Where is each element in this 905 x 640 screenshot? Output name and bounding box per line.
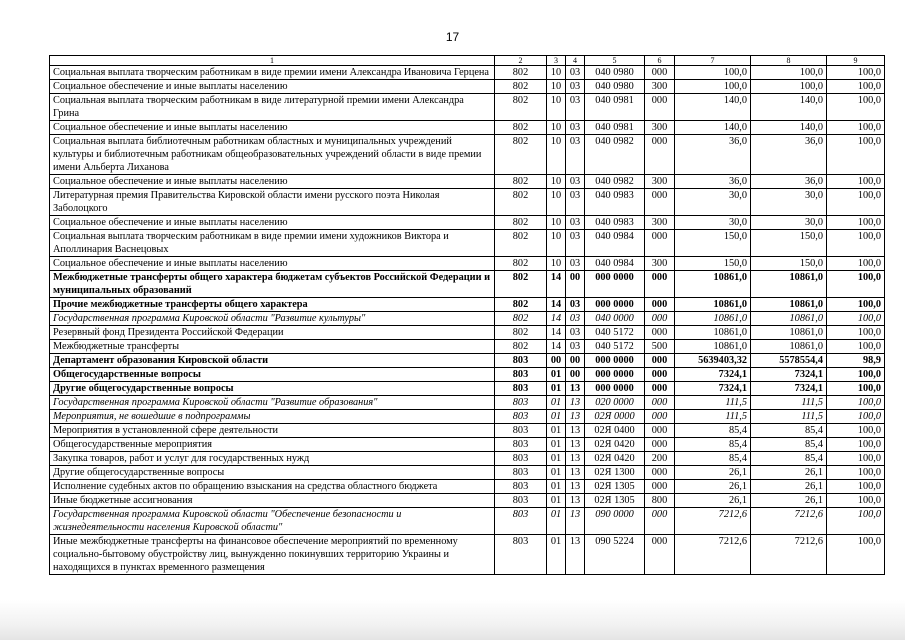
execution-percent: 100,0: [827, 340, 885, 354]
expense-type-code: 000: [645, 382, 675, 396]
execution-percent: 100,0: [827, 326, 885, 340]
plan-amount: 85,4: [675, 438, 751, 452]
row-name: Другие общегосударственные вопросы: [50, 466, 495, 480]
target-item-code: 040 5172: [585, 340, 645, 354]
execution-percent: 98,9: [827, 354, 885, 368]
plan-amount: 7324,1: [675, 382, 751, 396]
column-number-3: 3: [547, 56, 566, 66]
executed-amount: 111,5: [751, 396, 827, 410]
table-row: [50, 494, 885, 508]
row-name: Межбюджетные трансферты: [50, 340, 495, 354]
target-item-code: 040 0981: [585, 121, 645, 135]
table-row: [50, 410, 885, 424]
executed-amount: 140,0: [751, 121, 827, 135]
row-name: Государственная программа Кировской области "Обеспечение безопасности и жизнедеятельности населения Кировской области": [50, 508, 495, 535]
execution-percent: 100,0: [827, 535, 885, 575]
subsection-code: 13: [566, 535, 585, 575]
plan-amount: 111,5: [675, 410, 751, 424]
column-number-4: 4: [566, 56, 585, 66]
execution-percent: 100,0: [827, 230, 885, 257]
expense-type-code: 000: [645, 368, 675, 382]
execution-percent: 100,0: [827, 80, 885, 94]
target-item-code: 040 0983: [585, 189, 645, 216]
table-row: [50, 94, 885, 121]
executed-amount: 100,0: [751, 66, 827, 80]
expense-type-code: 000: [645, 312, 675, 326]
target-item-code: 020 0000: [585, 396, 645, 410]
expense-type-code: 300: [645, 216, 675, 230]
ministry-code: 803: [495, 535, 547, 575]
ministry-code: 802: [495, 94, 547, 121]
plan-amount: 10861,0: [675, 271, 751, 298]
section-code: 01: [547, 368, 566, 382]
execution-percent: 100,0: [827, 396, 885, 410]
expense-type-code: 000: [645, 135, 675, 175]
column-number-5: 5: [585, 56, 645, 66]
table-row: [50, 257, 885, 271]
section-code: 01: [547, 494, 566, 508]
executed-amount: 36,0: [751, 135, 827, 175]
ministry-code: 802: [495, 271, 547, 298]
expense-type-code: 000: [645, 189, 675, 216]
plan-amount: 150,0: [675, 257, 751, 271]
subsection-code: 03: [566, 175, 585, 189]
ministry-code: 802: [495, 66, 547, 80]
table-row: [50, 382, 885, 396]
target-item-code: 040 5172: [585, 326, 645, 340]
plan-amount: 10861,0: [675, 298, 751, 312]
target-item-code: 000 0000: [585, 298, 645, 312]
subsection-code: 03: [566, 80, 585, 94]
target-item-code: 000 0000: [585, 271, 645, 298]
executed-amount: 111,5: [751, 410, 827, 424]
section-code: 14: [547, 271, 566, 298]
column-number-1: 1: [50, 56, 495, 66]
executed-amount: 7324,1: [751, 382, 827, 396]
target-item-code: 02Я 1305: [585, 480, 645, 494]
execution-percent: 100,0: [827, 175, 885, 189]
table-row: [50, 466, 885, 480]
table-row: [50, 312, 885, 326]
target-item-code: 040 0982: [585, 175, 645, 189]
section-code: 01: [547, 466, 566, 480]
executed-amount: 26,1: [751, 466, 827, 480]
table-row: [50, 368, 885, 382]
subsection-code: 03: [566, 216, 585, 230]
subsection-code: 03: [566, 298, 585, 312]
section-code: 10: [547, 80, 566, 94]
table-row: [50, 175, 885, 189]
subsection-code: 13: [566, 424, 585, 438]
plan-amount: 140,0: [675, 94, 751, 121]
row-name: Прочие межбюджетные трансферты общего характера: [50, 298, 495, 312]
subsection-code: 13: [566, 438, 585, 452]
table-row: [50, 480, 885, 494]
section-code: 01: [547, 438, 566, 452]
plan-amount: 85,4: [675, 452, 751, 466]
ministry-code: 803: [495, 396, 547, 410]
execution-percent: 100,0: [827, 216, 885, 230]
expense-type-code: 500: [645, 340, 675, 354]
execution-percent: 100,0: [827, 452, 885, 466]
ministry-code: 802: [495, 135, 547, 175]
execution-percent: 100,0: [827, 298, 885, 312]
plan-amount: 30,0: [675, 189, 751, 216]
ministry-code: 802: [495, 121, 547, 135]
executed-amount: 26,1: [751, 494, 827, 508]
ministry-code: 803: [495, 480, 547, 494]
target-item-code: 040 0980: [585, 80, 645, 94]
table-row: [50, 424, 885, 438]
ministry-code: 802: [495, 216, 547, 230]
expense-type-code: 300: [645, 121, 675, 135]
ministry-code: 802: [495, 230, 547, 257]
plan-amount: 7324,1: [675, 368, 751, 382]
executed-amount: 85,4: [751, 438, 827, 452]
executed-amount: 140,0: [751, 94, 827, 121]
target-item-code: 040 0981: [585, 94, 645, 121]
execution-percent: 100,0: [827, 271, 885, 298]
plan-amount: 36,0: [675, 135, 751, 175]
column-number-6: 6: [645, 56, 675, 66]
row-name: Социальная выплата творческим работникам в виде литературной премии имени Александра Грина: [50, 94, 495, 121]
row-name: Социальное обеспечение и иные выплаты населению: [50, 257, 495, 271]
scan-shadow: [0, 600, 905, 640]
plan-amount: 10861,0: [675, 312, 751, 326]
section-code: 01: [547, 424, 566, 438]
target-item-code: 040 0000: [585, 312, 645, 326]
execution-percent: 100,0: [827, 66, 885, 80]
ministry-code: 802: [495, 326, 547, 340]
table-row: [50, 340, 885, 354]
ministry-code: 803: [495, 466, 547, 480]
expense-type-code: 000: [645, 410, 675, 424]
table-row: [50, 452, 885, 466]
row-name: Государственная программа Кировской области "Развитие культуры": [50, 312, 495, 326]
expense-type-code: 000: [645, 271, 675, 298]
target-item-code: 000 0000: [585, 354, 645, 368]
expense-type-code: 000: [645, 508, 675, 535]
plan-amount: 26,1: [675, 466, 751, 480]
plan-amount: 36,0: [675, 175, 751, 189]
execution-percent: 100,0: [827, 424, 885, 438]
table-row: [50, 66, 885, 80]
section-code: 01: [547, 396, 566, 410]
section-code: 01: [547, 410, 566, 424]
expense-type-code: 300: [645, 80, 675, 94]
page-number: 17: [445, 30, 460, 44]
subsection-code: 03: [566, 257, 585, 271]
ministry-code: 802: [495, 340, 547, 354]
executed-amount: 30,0: [751, 216, 827, 230]
section-code: 14: [547, 298, 566, 312]
ministry-code: 803: [495, 368, 547, 382]
subsection-code: 03: [566, 94, 585, 121]
section-code: 10: [547, 189, 566, 216]
row-name: Другие общегосударственные вопросы: [50, 382, 495, 396]
row-name: Общегосударственные вопросы: [50, 368, 495, 382]
target-item-code: 02Я 1300: [585, 466, 645, 480]
section-code: 01: [547, 452, 566, 466]
row-name: Департамент образования Кировской области: [50, 354, 495, 368]
table-row: [50, 216, 885, 230]
plan-amount: 100,0: [675, 66, 751, 80]
executed-amount: 10861,0: [751, 312, 827, 326]
subsection-code: 03: [566, 326, 585, 340]
target-item-code: 02Я 0400: [585, 424, 645, 438]
expense-type-code: 300: [645, 175, 675, 189]
execution-percent: 100,0: [827, 368, 885, 382]
section-code: 10: [547, 94, 566, 121]
plan-amount: 26,1: [675, 494, 751, 508]
subsection-code: 13: [566, 410, 585, 424]
row-name: Иные бюджетные ассигнования: [50, 494, 495, 508]
subsection-code: 03: [566, 230, 585, 257]
subsection-code: 03: [566, 189, 585, 216]
expense-type-code: 800: [645, 494, 675, 508]
subsection-code: 13: [566, 508, 585, 535]
section-code: 10: [547, 135, 566, 175]
target-item-code: 000 0000: [585, 368, 645, 382]
table-row: [50, 438, 885, 452]
table-row: [50, 230, 885, 257]
section-code: 10: [547, 257, 566, 271]
subsection-code: 13: [566, 396, 585, 410]
plan-amount: 10861,0: [675, 326, 751, 340]
plan-amount: 7212,6: [675, 508, 751, 535]
executed-amount: 10861,0: [751, 298, 827, 312]
expense-type-code: 000: [645, 326, 675, 340]
table-row: [50, 508, 885, 535]
expense-type-code: 000: [645, 230, 675, 257]
ministry-code: 802: [495, 175, 547, 189]
expense-type-code: 000: [645, 480, 675, 494]
table-row: [50, 298, 885, 312]
execution-percent: 100,0: [827, 410, 885, 424]
execution-percent: 100,0: [827, 312, 885, 326]
plan-amount: 10861,0: [675, 340, 751, 354]
execution-percent: 100,0: [827, 94, 885, 121]
section-code: 01: [547, 382, 566, 396]
execution-percent: 100,0: [827, 438, 885, 452]
expense-type-code: 000: [645, 354, 675, 368]
expense-type-code: 000: [645, 396, 675, 410]
row-name: Межбюджетные трансферты общего характера бюджетам субъектов Российской Федерации и муниципальных образований: [50, 271, 495, 298]
column-number-2: 2: [495, 56, 547, 66]
table-row: [50, 271, 885, 298]
ministry-code: 802: [495, 257, 547, 271]
section-code: 01: [547, 508, 566, 535]
row-name: Резервный фонд Президента Российской Федерации: [50, 326, 495, 340]
table-row: [50, 354, 885, 368]
subsection-code: 03: [566, 135, 585, 175]
expense-type-code: 000: [645, 94, 675, 121]
execution-percent: 100,0: [827, 480, 885, 494]
row-name: Закупка товаров, работ и услуг для государственных нужд: [50, 452, 495, 466]
executed-amount: 10861,0: [751, 326, 827, 340]
executed-amount: 30,0: [751, 189, 827, 216]
subsection-code: 00: [566, 271, 585, 298]
ministry-code: 803: [495, 508, 547, 535]
expense-type-code: 000: [645, 424, 675, 438]
subsection-code: 13: [566, 382, 585, 396]
target-item-code: 040 0984: [585, 257, 645, 271]
ministry-code: 803: [495, 452, 547, 466]
plan-amount: 26,1: [675, 480, 751, 494]
budget-table: [49, 55, 885, 575]
execution-percent: 100,0: [827, 494, 885, 508]
execution-percent: 100,0: [827, 257, 885, 271]
section-code: 10: [547, 216, 566, 230]
target-item-code: 040 0984: [585, 230, 645, 257]
row-name: Социальная выплата библиотечным работникам областных и муниципальных учреждений культуры и библиотечным работникам общеобразовательных учреждений области в виде премии имени Альберта Лиханова: [50, 135, 495, 175]
executed-amount: 7212,6: [751, 535, 827, 575]
row-name: Социальное обеспечение и иные выплаты населению: [50, 121, 495, 135]
plan-amount: 85,4: [675, 424, 751, 438]
column-number-9: 9: [827, 56, 885, 66]
plan-amount: 30,0: [675, 216, 751, 230]
target-item-code: 040 0980: [585, 66, 645, 80]
target-item-code: 02Я 0000: [585, 410, 645, 424]
row-name: Социальная выплата творческим работникам в виде премии имени художников Виктора и Аполлинария Васнецовых: [50, 230, 495, 257]
execution-percent: 100,0: [827, 466, 885, 480]
section-code: 14: [547, 312, 566, 326]
target-item-code: 02Я 1305: [585, 494, 645, 508]
target-item-code: 090 5224: [585, 535, 645, 575]
ministry-code: 803: [495, 382, 547, 396]
execution-percent: 100,0: [827, 135, 885, 175]
section-code: 00: [547, 354, 566, 368]
table-row: [50, 326, 885, 340]
target-item-code: 000 0000: [585, 382, 645, 396]
subsection-code: 13: [566, 466, 585, 480]
executed-amount: 7212,6: [751, 508, 827, 535]
table-row: [50, 189, 885, 216]
row-name: Литературная премия Правительства Кировской области имени русского поэта Николая Заболоцкого: [50, 189, 495, 216]
expense-type-code: 000: [645, 298, 675, 312]
execution-percent: 100,0: [827, 189, 885, 216]
plan-amount: 5639403,32: [675, 354, 751, 368]
section-code: 10: [547, 175, 566, 189]
executed-amount: 7324,1: [751, 368, 827, 382]
ministry-code: 802: [495, 298, 547, 312]
row-name: Общегосударственные мероприятия: [50, 438, 495, 452]
executed-amount: 36,0: [751, 175, 827, 189]
section-code: 01: [547, 480, 566, 494]
subsection-code: 03: [566, 121, 585, 135]
column-number-7: 7: [675, 56, 751, 66]
row-name: Государственная программа Кировской области "Развитие образования": [50, 396, 495, 410]
row-name: Социальное обеспечение и иные выплаты населению: [50, 175, 495, 189]
target-item-code: 02Я 0420: [585, 438, 645, 452]
expense-type-code: 000: [645, 466, 675, 480]
section-code: 10: [547, 66, 566, 80]
subsection-code: 13: [566, 494, 585, 508]
expense-type-code: 200: [645, 452, 675, 466]
table-row: [50, 135, 885, 175]
ministry-code: 803: [495, 494, 547, 508]
plan-amount: 140,0: [675, 121, 751, 135]
expense-type-code: 300: [645, 257, 675, 271]
expense-type-code: 000: [645, 66, 675, 80]
section-code: 14: [547, 340, 566, 354]
row-name: Иные межбюджетные трансферты на финансовое обеспечение мероприятий по временному социально-бытовому обустройству лиц, вынужденно покинувших территорию Украины и находящихся в пунктах временного размещения: [50, 535, 495, 575]
target-item-code: 040 0983: [585, 216, 645, 230]
executed-amount: 150,0: [751, 230, 827, 257]
execution-percent: 100,0: [827, 508, 885, 535]
target-item-code: 040 0982: [585, 135, 645, 175]
ministry-code: 802: [495, 312, 547, 326]
executed-amount: 10861,0: [751, 271, 827, 298]
executed-amount: 100,0: [751, 80, 827, 94]
row-name: Социальное обеспечение и иные выплаты населению: [50, 80, 495, 94]
ministry-code: 802: [495, 189, 547, 216]
executed-amount: 10861,0: [751, 340, 827, 354]
section-code: 10: [547, 121, 566, 135]
executed-amount: 85,4: [751, 424, 827, 438]
plan-amount: 100,0: [675, 80, 751, 94]
row-name: Исполнение судебных актов по обращению взыскания на средства областного бюджета: [50, 480, 495, 494]
subsection-code: 03: [566, 66, 585, 80]
executed-amount: 5578554,4: [751, 354, 827, 368]
ministry-code: 803: [495, 354, 547, 368]
expense-type-code: 000: [645, 438, 675, 452]
row-name: Социальная выплата творческим работникам в виде премии имени Александра Ивановича Герцена: [50, 66, 495, 80]
subsection-code: 00: [566, 354, 585, 368]
executed-amount: 150,0: [751, 257, 827, 271]
section-code: 01: [547, 535, 566, 575]
section-code: 14: [547, 326, 566, 340]
subsection-code: 13: [566, 452, 585, 466]
subsection-code: 13: [566, 480, 585, 494]
executed-amount: 85,4: [751, 452, 827, 466]
column-number-8: 8: [751, 56, 827, 66]
subsection-code: 03: [566, 340, 585, 354]
expense-type-code: 000: [645, 535, 675, 575]
table-row: [50, 121, 885, 135]
ministry-code: 803: [495, 438, 547, 452]
row-name: Мероприятия, не вошедшие в подпрограммы: [50, 410, 495, 424]
row-name: Социальное обеспечение и иные выплаты населению: [50, 216, 495, 230]
plan-amount: 7212,6: [675, 535, 751, 575]
ministry-code: 803: [495, 410, 547, 424]
execution-percent: 100,0: [827, 121, 885, 135]
row-name: Мероприятия в установленной сфере деятельности: [50, 424, 495, 438]
table-row: [50, 80, 885, 94]
target-item-code: 090 0000: [585, 508, 645, 535]
target-item-code: 02Я 0420: [585, 452, 645, 466]
subsection-code: 03: [566, 312, 585, 326]
plan-amount: 150,0: [675, 230, 751, 257]
execution-percent: 100,0: [827, 382, 885, 396]
ministry-code: 802: [495, 80, 547, 94]
column-number-row: [50, 56, 885, 66]
ministry-code: 803: [495, 424, 547, 438]
executed-amount: 26,1: [751, 480, 827, 494]
table-row: [50, 396, 885, 410]
section-code: 10: [547, 230, 566, 257]
table-row: [50, 535, 885, 575]
subsection-code: 00: [566, 368, 585, 382]
table-body: [50, 66, 885, 575]
plan-amount: 111,5: [675, 396, 751, 410]
